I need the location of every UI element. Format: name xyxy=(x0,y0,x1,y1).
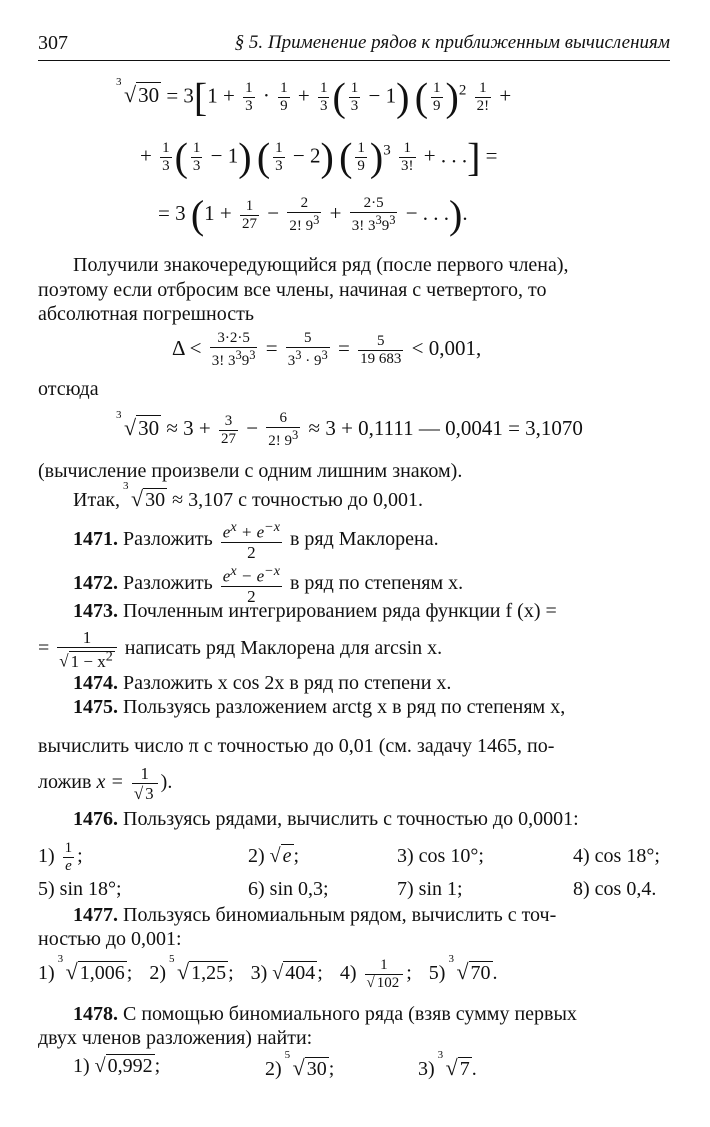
problem-1476: 1476. Пользуясь рядами, вычислить с точностью до 0,0001: xyxy=(73,808,579,830)
problem-1476-row1: 1) $\frac{1}{e}$ ; xyxy=(38,840,83,874)
paragraph-line: абсолютная погрешность xyxy=(38,303,254,325)
problem-1477: 1477. Пользуясь биномиальным рядом, вычислить с точ- xyxy=(73,904,557,926)
hence-word: отсюда xyxy=(38,378,99,400)
problem-1471: 1471. Разложить $\frac{e^x + e^{-x}}{2}$ в ряд Маклорена. xyxy=(73,519,439,562)
problem-1478-items: 1) √ 0,992 ; xyxy=(73,1055,161,1077)
delta-result: < 0,001, xyxy=(411,335,482,360)
problem-1478-item3: 3) 3 √ 7 . xyxy=(418,1049,477,1080)
problem-1476-item2: 2) √ e ; xyxy=(248,845,300,867)
formula-cuberoot30-line3: = 3 (1 + $\frac{1}{27}$ − $\frac{2}{2! 9^3}$ + $\frac{2\cdot 5}{3! 3^39^3}$ − . . .). xyxy=(158,192,468,237)
problem-1476-item7: 7) sin 1; xyxy=(397,878,463,900)
problem-1473: 1473. Почленным интегрированием ряда функции f (x) = xyxy=(73,600,557,622)
page-number: 307 xyxy=(38,32,68,54)
problem-1475-line2: вычислить число π с точностью до 0,01 (см. задачу 1465, по- xyxy=(38,735,555,757)
problem-1474: 1474. Разложить x cos 2x в ряд по степени x. xyxy=(73,672,452,694)
approx-result: ≈ 3 + 0,1111 — 0,0041 = 3,1070 xyxy=(308,415,583,440)
problem-1476-item3: 3) cos 10°; xyxy=(397,845,484,867)
problem-1477-line2: ностью до 0,001: xyxy=(38,928,182,950)
problem-1476-item4: 4) cos 18°; xyxy=(573,845,660,867)
formula-cuberoot30-line2: + $\frac{1}{3}$ ( $\frac{1}{3}$ − 1) ( $\frac{1}{3}$ − 2) ( $\frac{1}{9}$ )$^3$ $\frac{1}{3!}$ + . . .] = xyxy=(140,134,498,180)
problem-1478: 1478. С помощью биномиального ряда (взяв сумму первых xyxy=(73,1003,577,1025)
result-line: Итак, 3 √ 30 ≈ 3,107 с точностью до 0,001. xyxy=(73,480,424,511)
problem-1476-item6: 6) sin 0,3; xyxy=(248,878,329,900)
running-header xyxy=(38,30,670,61)
problem-1478-line2: двух членов разложения) найти: xyxy=(38,1027,313,1049)
problem-1476-item5: 5) sin 18°; xyxy=(38,878,122,900)
problem-1478-item2: 2) 5 √ 30 ; xyxy=(265,1049,335,1080)
problem-1477-items: 1) 3 √ 1,006 ; 2) 5 √ 1,25 ; 3) √ 404 ; 4) $\frac{1}{√ 102}$ ; 5) 3 √ 70 . xyxy=(38,953,498,991)
paragraph-line: Получили знакочередующийся ряд (после первого члена), xyxy=(73,254,569,276)
problem-1475-line3: ложив x = $\frac{1}{√ 3}$ ). xyxy=(38,764,173,803)
calc-note: (вычисление произвели с одним лишним знаком). xyxy=(38,460,463,482)
formula-delta: Δ < $\frac{3\cdot 2\cdot 5}{3! 3^39^3}$ = $\frac{5}{3^3 \cdot 9^3}$ = $\frac{5}{19 683}$ < 0,001, xyxy=(172,330,482,369)
problem-1475: 1475. Пользуясь разложением arctg x в ряд по степеням x, xyxy=(73,696,566,718)
problem-1473-cont: = $\frac{1}{√ 1 - x^2}$ написать ряд Маклорена для arcsin x. xyxy=(38,628,443,671)
problem-1476-item8: 8) cos 0,4. xyxy=(573,878,657,900)
section-title: § 5. Применение рядов к приближенным вычислениям xyxy=(234,32,670,53)
paragraph-line: поэтому если отбросим все члены, начиная с четвертого, то xyxy=(38,279,547,301)
problem-1472: 1472. Разложить $\frac{e^x - e^{-x}}{2}$ в ряд по степеням x. xyxy=(73,563,464,606)
formula-cuberoot30-line1: 3 √30 = 3[1 + $\frac{1}{3}$ · $\frac{1}{9}$ + $\frac{1}{3}$ ( $\frac{1}{3}$ − 1) ( $\frac{1}{9}$ )$^2$ $\frac{1}{2!}$ + xyxy=(116,74,512,120)
formula-approx: 3 √30 ≈ 3 + $\frac{3}{27}$ − $\frac{6}{2! 9^3}$ ≈ 3 + 0,1111 — 0,0041 = 3,1070 xyxy=(116,408,583,449)
